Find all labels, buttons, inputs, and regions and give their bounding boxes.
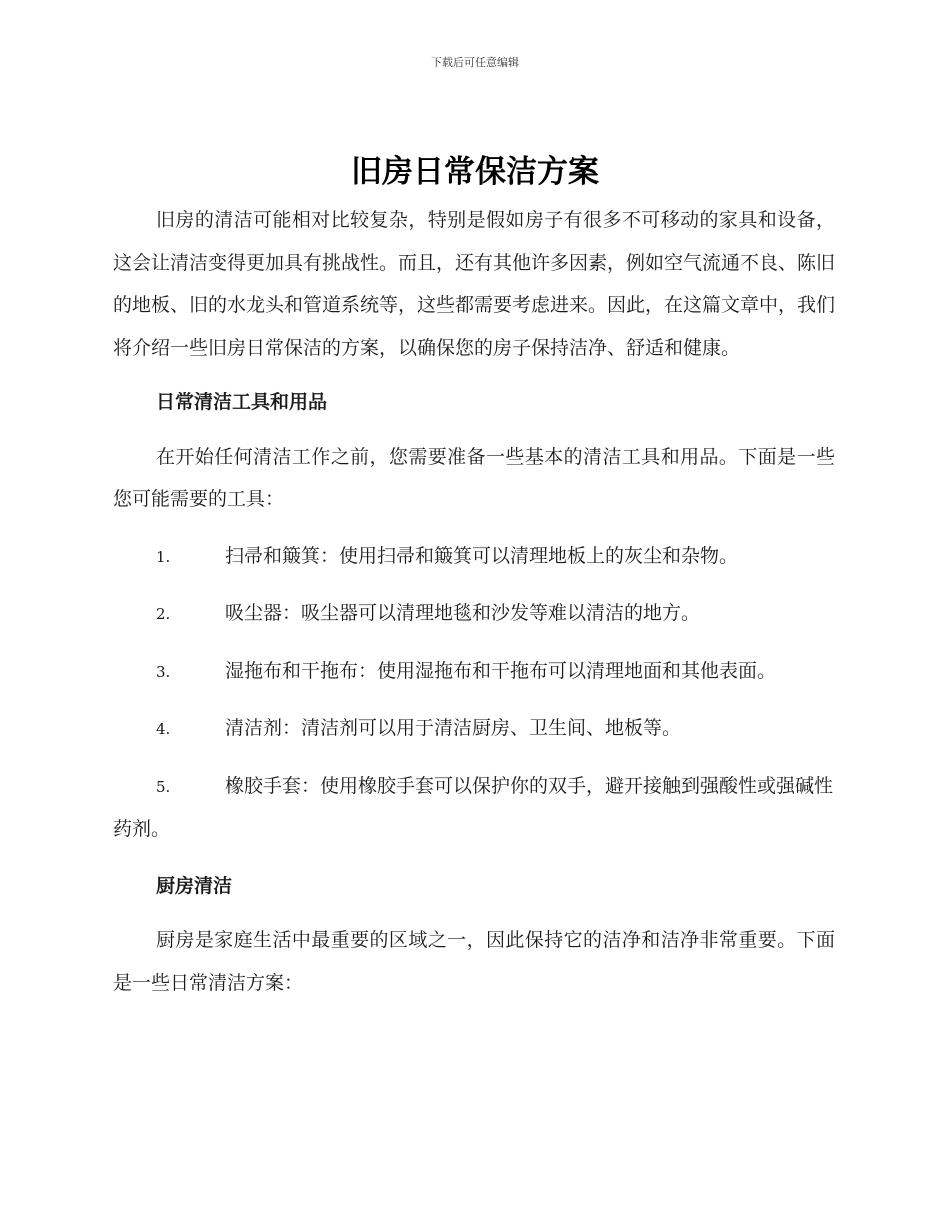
list-item-text: 扫帚和簸箕：使用扫帚和簸箕可以清理地板上的灰尘和杂物。	[225, 544, 739, 567]
list-item-number: 4.	[156, 720, 171, 738]
list-item-number: 5.	[156, 777, 171, 796]
list-item-text: 清洁剂：清洁剂可以用于清洁厨房、卫生间、地板等。	[225, 717, 682, 739]
list-item	[113, 535, 835, 579]
tools-lead-paragraph: 在开始任何清洁工作之前，您需要准备一些基本的清洁工具和用品。下面是一些您可能需要的工具：	[113, 445, 835, 510]
document-body	[113, 199, 835, 1004]
page-header-note: 下载后可任意编辑	[431, 56, 519, 69]
list-item	[113, 650, 835, 694]
kitchen-lead-paragraph: 厨房是家庭生活中最重要的区域之一，因此保持它的洁净和洁净非常重要。下面是一些日常清洁方案：	[113, 929, 835, 994]
intro-paragraph: 旧房的清洁可能相对比较复杂，特别是假如房子有很多不可移动的家具和设备，这会让清洁变得更加具有挑战性。而且，还有其他许多因素，例如空气流通不良、陈旧的地板、旧的水龙头和管道系统等，这些都需要考虑进来。因此，在这篇文章中，我们将介绍一些旧房日常保洁的方案，以确保您的房子保持洁净、舒适和健康。	[113, 209, 836, 359]
list-item-number: 2.	[156, 605, 171, 623]
list-item	[113, 765, 835, 851]
tools-list	[113, 535, 835, 851]
list-item-text: 湿拖布和干拖布：使用湿拖布和干拖布可以清理地面和其他表面。	[225, 659, 777, 682]
list-item-text: 橡胶手套：使用橡胶手套可以保护你的双手，避开接触到强酸性或强碱性药剂。	[113, 774, 834, 840]
list-item-text: 吸尘器：吸尘器可以清理地毯和沙发等难以清洁的地方。	[225, 602, 701, 624]
document-title: 旧房日常保洁方案	[351, 154, 599, 190]
section-heading-tools: 日常清洁工具和用品	[156, 391, 328, 413]
list-item-number: 1.	[156, 547, 171, 566]
section-heading-kitchen: 厨房清洁	[156, 874, 233, 897]
list-item-number: 3.	[156, 662, 171, 681]
list-item	[113, 592, 835, 636]
list-item	[113, 707, 835, 751]
